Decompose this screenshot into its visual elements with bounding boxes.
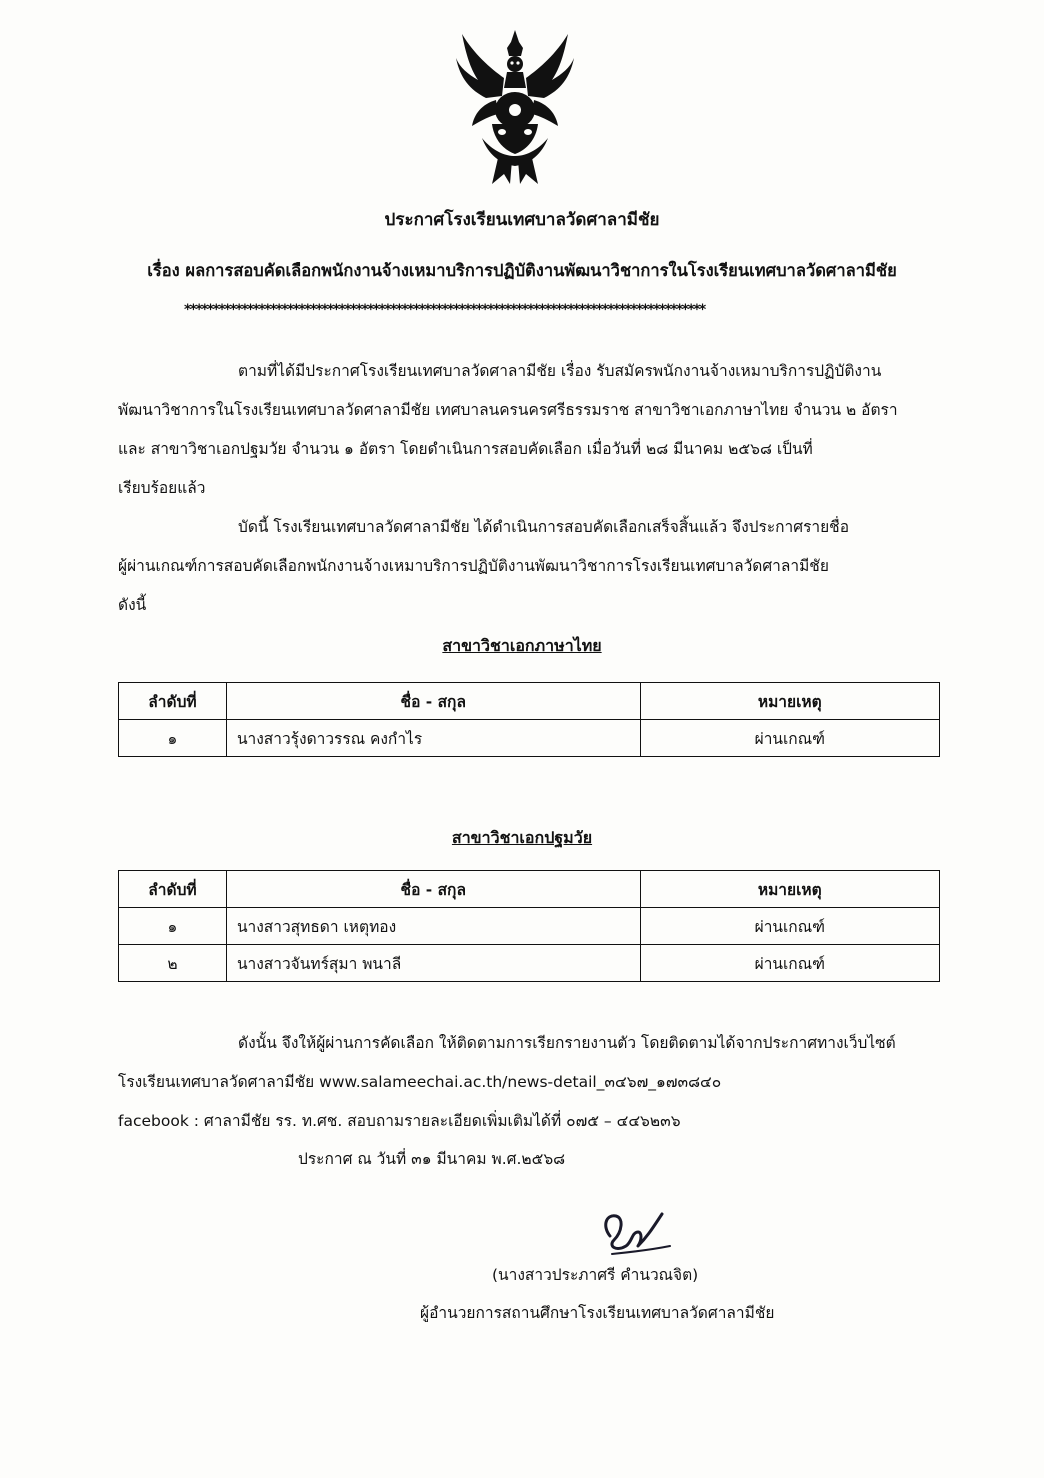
cell-note: ผ่านเกณฑ์: [640, 945, 939, 982]
handwritten-signature: [592, 1206, 682, 1262]
text-line: ดังนั้น จึงให้ผู้ผ่านการคัดเลือก ให้ติดตามการเรียกรายงานตัว โดยติดตามได้จากประกาศทางเว็บไซต์: [238, 1034, 896, 1052]
cell-no: ๒: [119, 945, 227, 982]
text-line: พัฒนาวิชาการในโรงเรียนเทศบาลวัดศาลามีชัย เทศบาลนครนครศรีธรรมราช สาขาวิชาเอกภาษาไทย จำนวน ๒ อัตรา: [118, 401, 898, 419]
website-line: โรงเรียนเทศบาลวัดศาลามีชัย www.salameechai.ac.th/news-detail_๓๔๖๗_๑๗๓๘๔๐: [118, 1073, 722, 1091]
table-header-row: [119, 683, 940, 720]
table-row: [119, 720, 940, 757]
cell-name: นางสาวรุ้งดาวรรณ คงกำไร: [226, 720, 640, 757]
cell-no: ๑: [119, 908, 227, 945]
column-header-note: หมายเหตุ: [640, 683, 939, 720]
cell-name: นางสาวจันทร์สุมา พนาลี: [226, 945, 640, 982]
text-line: เรียบร้อยแล้ว: [118, 479, 206, 497]
section-heading-thai: สาขาวิชาเอกภาษาไทย: [442, 636, 602, 655]
text-line: ดังนี้: [118, 596, 147, 614]
column-header-note: หมายเหตุ: [640, 871, 939, 908]
cell-no: ๑: [119, 720, 227, 757]
cell-name: นางสาวสุทธดา เหตุทอง: [226, 908, 640, 945]
table-header-row: [119, 871, 940, 908]
announcement-date: ประกาศ ณ วันที่ ๓๑ มีนาคม พ.ศ.๒๕๖๘: [298, 1150, 566, 1168]
document-subject: เรื่อง ผลการสอบคัดเลือกพนักงานจ้างเหมาบริการปฏิบัติงานพัฒนาวิชาการในโรงเรียนเทศบาลวัดศาลามีชัย: [147, 261, 897, 280]
signer-position: ผู้อำนวยการสถานศึกษาโรงเรียนเทศบาลวัดศาลามีชัย: [420, 1304, 775, 1322]
signer-name: (นางสาวประภาศรี คำนวณจิต): [492, 1266, 699, 1284]
text-line: และ สาขาวิชาเอกปฐมวัย จำนวน ๑ อัตรา โดยดำเนินการสอบคัดเลือก เมื่อวันที่ ๒๘ มีนาคม ๒๕๖๘ เป็นที่: [118, 440, 813, 458]
table-row: [119, 908, 940, 945]
section-heading-early-childhood: สาขาวิชาเอกปฐมวัย: [451, 828, 593, 847]
cell-note: ผ่านเกณฑ์: [640, 908, 939, 945]
column-header-no: ลำดับที่: [119, 683, 227, 720]
table-row: [119, 945, 940, 982]
text-line: ผู้ผ่านเกณฑ์การสอบคัดเลือกพนักงานจ้างเหมาบริการปฏิบัติงานพัฒนาวิชาการโรงเรียนเทศบาลวัดศาลามีชัย: [118, 557, 829, 575]
paragraph-announcement: [118, 508, 940, 625]
column-header-no: ลำดับที่: [119, 871, 227, 908]
paragraph-followup: [118, 1024, 940, 1141]
column-header-name: ชื่อ - สกุล: [226, 683, 640, 720]
text-line: ตามที่ได้มีประกาศโรงเรียนเทศบาลวัดศาลามีชัย เรื่อง รับสมัครพนักงานจ้างเหมาบริการปฏิบัติงาน: [238, 362, 882, 380]
column-header-name: ชื่อ - สกุล: [226, 871, 640, 908]
divider-line: *******************************************************************************************: [184, 302, 705, 318]
results-table-early-childhood: [118, 870, 940, 982]
cell-note: ผ่านเกณฑ์: [640, 720, 939, 757]
paragraph-intro: [118, 352, 940, 508]
results-table-thai: [118, 682, 940, 757]
garuda-emblem-icon: [452, 28, 578, 186]
document-title: ประกาศโรงเรียนเทศบาลวัดศาลามีชัย: [384, 210, 660, 230]
contact-line: facebook : ศาลามีชัย รร. ท.ศช. สอบถามรายละเอียดเพิ่มเติมได้ที่ ๐๗๕ – ๔๔๖๒๓๖: [118, 1112, 681, 1130]
text-line: บัดนี้ โรงเรียนเทศบาลวัดศาลามีชัย ได้ดำเนินการสอบคัดเลือกเสร็จสิ้นแล้ว จึงประกาศรายชื่อ: [238, 518, 850, 536]
